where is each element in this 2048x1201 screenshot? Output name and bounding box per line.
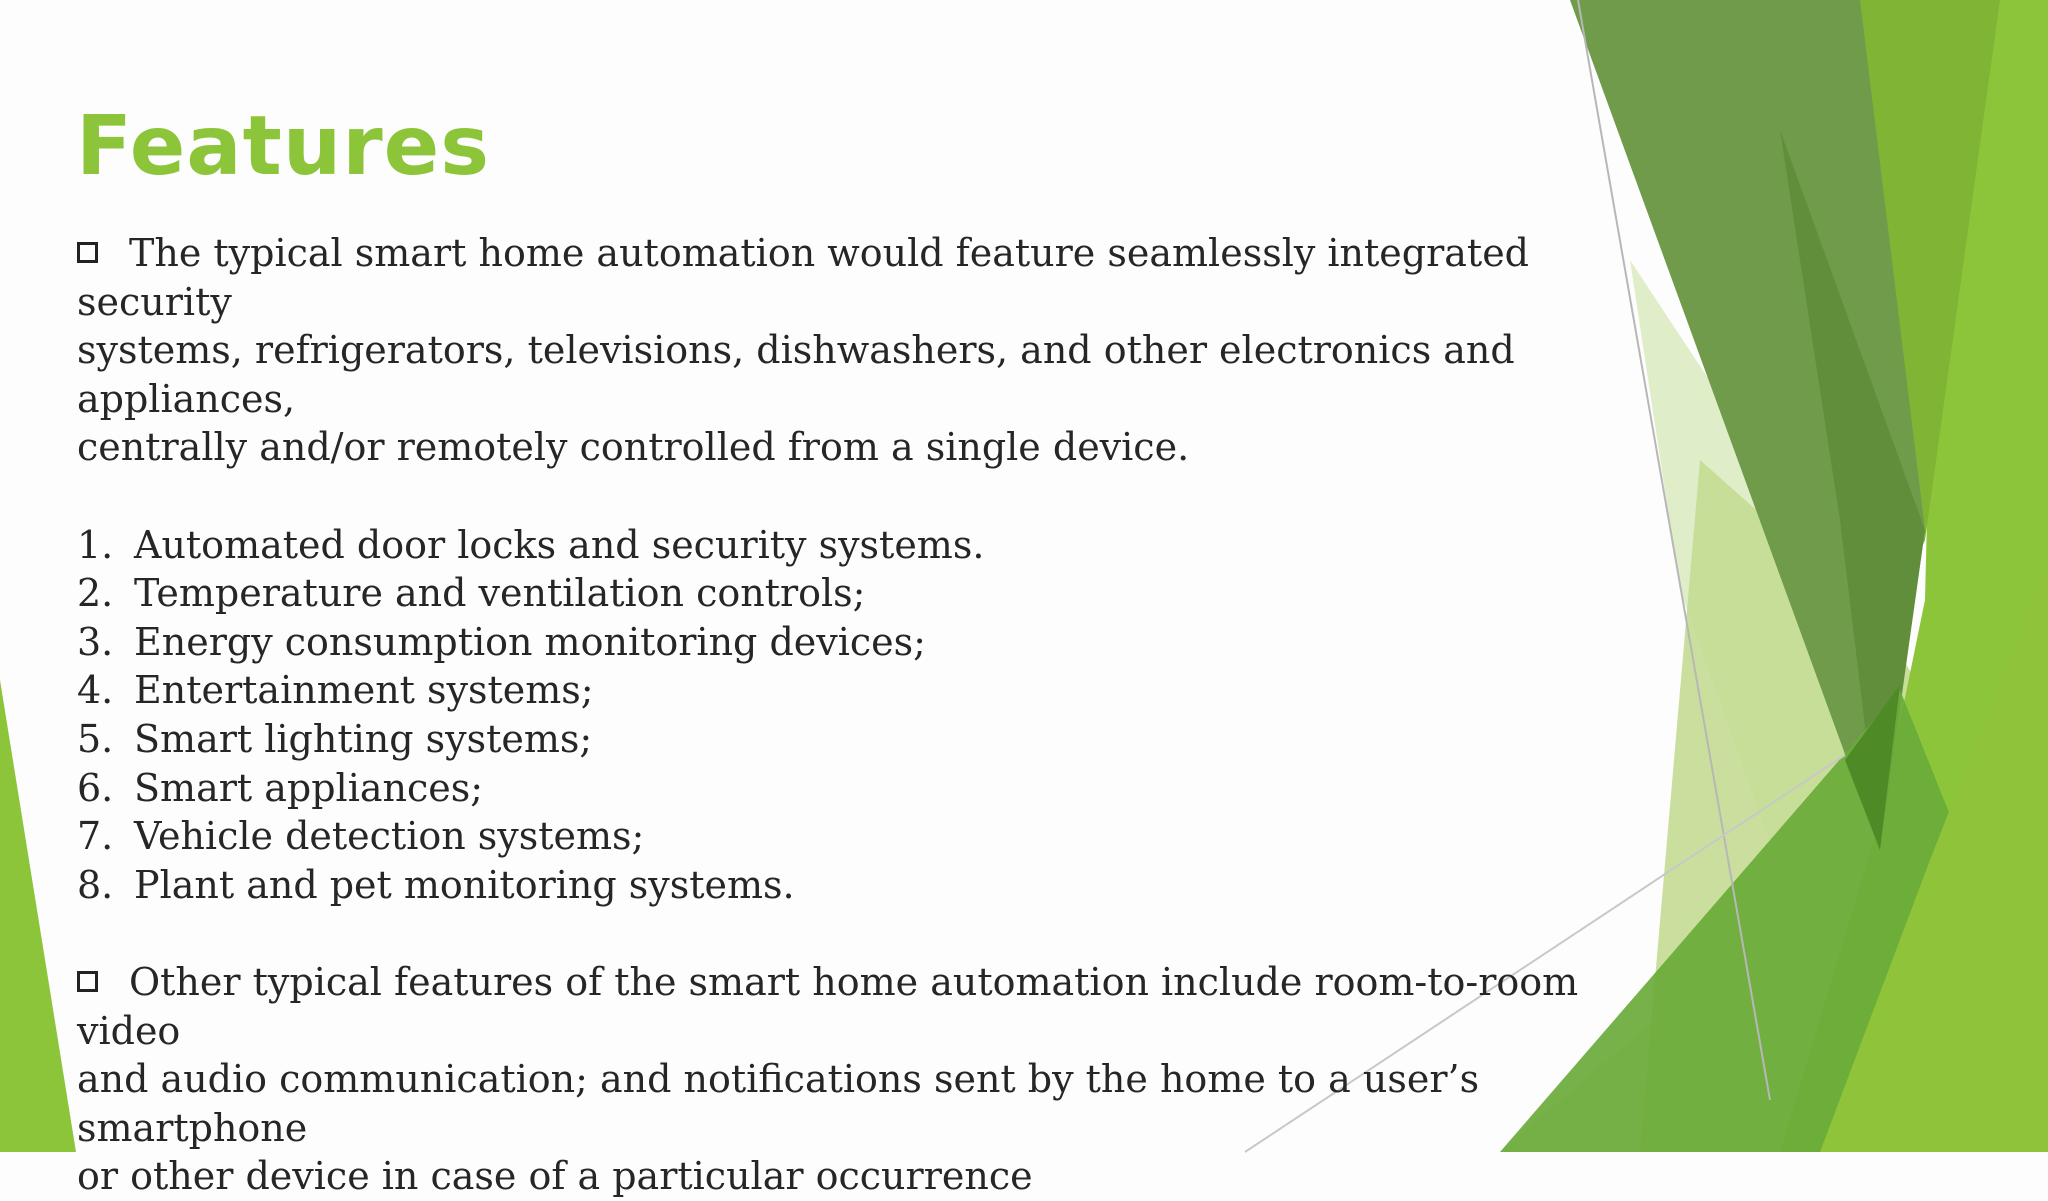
left-green-sliver	[0, 680, 76, 1152]
intro-paragraph	[77, 229, 1617, 472]
list-text: Vehicle detection systems;	[134, 814, 645, 859]
list-item	[77, 812, 1617, 861]
list-text: Entertainment systems;	[134, 668, 594, 713]
intro-text: The typical smart home automation would feature seamlessly integrated security systems, refrigerators, televisions, dishwashers, and other electronics and appliances, centrally and/or remotely controlled from a single device.	[77, 231, 1530, 470]
outro-text: Other typical features of the smart home automation include room-to-room video and audio communication; and notifications sent by the home to a user’s smartphone or other device in case of a particular occurrence	[77, 959, 1579, 1199]
checkbox-icon	[77, 971, 98, 992]
slide-body	[77, 229, 1617, 1201]
list-item	[77, 764, 1617, 813]
list-item	[77, 666, 1617, 715]
list-number: 5.	[77, 716, 114, 761]
list-number: 6.	[77, 765, 114, 810]
outro-paragraph	[77, 958, 1617, 1201]
list-number: 7.	[77, 814, 114, 859]
features-list	[77, 521, 1617, 910]
list-text: Smart appliances;	[134, 765, 484, 810]
list-item	[77, 521, 1617, 570]
list-number: 4.	[77, 668, 114, 713]
slide-title: Features	[76, 99, 491, 194]
list-text: Energy consumption monitoring devices;	[134, 619, 926, 664]
list-item	[77, 861, 1617, 910]
list-text: Plant and pet monitoring systems.	[134, 862, 795, 907]
list-number: 1.	[77, 522, 114, 567]
list-text: Temperature and ventilation controls;	[134, 571, 866, 616]
list-item	[77, 715, 1617, 764]
list-number: 8.	[77, 862, 114, 907]
spacer	[77, 909, 1617, 958]
spacer	[77, 472, 1617, 521]
checkbox-icon	[77, 242, 98, 263]
list-item	[77, 569, 1617, 618]
list-text: Smart lighting systems;	[134, 716, 593, 761]
list-item	[77, 618, 1617, 667]
list-text: Automated door locks and security systems.	[134, 522, 985, 567]
list-number: 3.	[77, 619, 114, 664]
list-number: 2.	[77, 571, 114, 616]
